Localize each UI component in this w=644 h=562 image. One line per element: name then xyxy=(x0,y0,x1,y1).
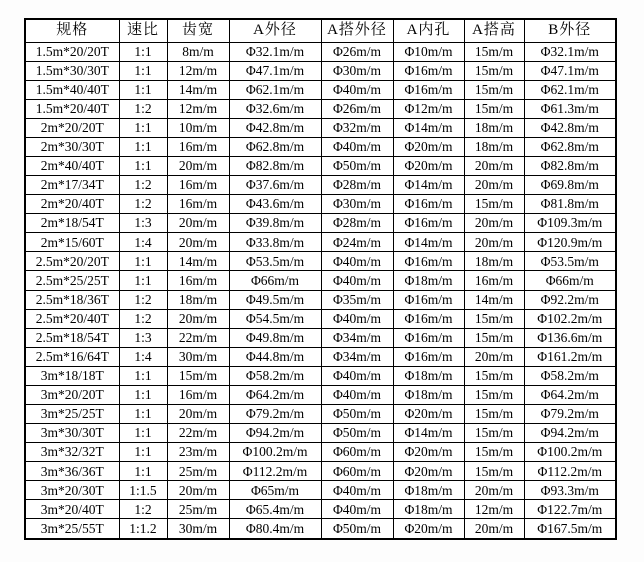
table-cell: Φ79.2m/m xyxy=(229,404,321,423)
table-cell: 22m/m xyxy=(167,424,229,443)
table-row xyxy=(25,385,616,404)
table-cell: Φ49.5m/m xyxy=(229,290,321,309)
table-cell: Φ62.8m/m xyxy=(524,137,616,156)
table-cell: Φ12m/m xyxy=(393,99,464,118)
table-cell: Φ60m/m xyxy=(321,443,393,462)
table-cell: Φ61.3m/m xyxy=(524,99,616,118)
column-header-spec: 规格 xyxy=(25,19,119,42)
table-cell: 2m*18/54T xyxy=(25,214,119,233)
table-cell: Φ14m/m xyxy=(393,424,464,443)
table-cell: Φ16m/m xyxy=(393,80,464,99)
table-cell: Φ94.2m/m xyxy=(524,424,616,443)
table-cell: 18m/m xyxy=(464,137,524,156)
table-cell: 20m/m xyxy=(464,233,524,252)
table-cell: Φ18m/m xyxy=(393,271,464,290)
table-cell: 1:2 xyxy=(119,99,167,118)
table-cell: 3m*25/55T xyxy=(25,519,119,539)
gear-spec-table xyxy=(24,18,617,540)
table-cell: 15m/m xyxy=(464,309,524,328)
table-cell: Φ42.8m/m xyxy=(229,118,321,137)
table-cell: Φ14m/m xyxy=(393,233,464,252)
table-row xyxy=(25,195,616,214)
column-header-ratio: 速比 xyxy=(119,19,167,42)
table-row xyxy=(25,118,616,137)
table-cell: Φ122.7m/m xyxy=(524,500,616,519)
table-cell: 15m/m xyxy=(464,328,524,347)
table-cell: Φ62.1m/m xyxy=(524,80,616,99)
column-header-a-bore: A内孔 xyxy=(393,19,464,42)
table-cell: 15m/m xyxy=(464,366,524,385)
table-cell: Φ39.8m/m xyxy=(229,214,321,233)
table-cell: Φ79.2m/m xyxy=(524,404,616,423)
table-cell: 18m/m xyxy=(464,252,524,271)
table-cell: 15m/m xyxy=(464,195,524,214)
table-cell: 16m/m xyxy=(167,195,229,214)
table-cell: Φ18m/m xyxy=(393,500,464,519)
table-cell: 16m/m xyxy=(167,176,229,195)
table-cell: Φ82.8m/m xyxy=(524,156,616,175)
table-cell: 30m/m xyxy=(167,519,229,539)
table-cell: 1.5m*20/20T xyxy=(25,42,119,61)
table-cell: 2m*20/40T xyxy=(25,195,119,214)
table-cell: 20m/m xyxy=(464,156,524,175)
table-cell: Φ66m/m xyxy=(524,271,616,290)
table-cell: 15m/m xyxy=(464,424,524,443)
table-cell: Φ109.3m/m xyxy=(524,214,616,233)
table-cell: 20m/m xyxy=(464,214,524,233)
table-row xyxy=(25,137,616,156)
table-cell: Φ10m/m xyxy=(393,42,464,61)
table-row xyxy=(25,366,616,385)
table-cell: Φ33.8m/m xyxy=(229,233,321,252)
table-cell: 20m/m xyxy=(464,176,524,195)
table-cell: 2m*20/20T xyxy=(25,118,119,137)
table-cell: 15m/m xyxy=(464,443,524,462)
table-row xyxy=(25,519,616,539)
table-cell: Φ20m/m xyxy=(393,443,464,462)
table-cell: Φ50m/m xyxy=(321,404,393,423)
table-cell: 3m*20/20T xyxy=(25,385,119,404)
table-cell: Φ14m/m xyxy=(393,176,464,195)
table-cell: 2.5m*18/36T xyxy=(25,290,119,309)
table-cell: 1:1.2 xyxy=(119,519,167,539)
table-row xyxy=(25,290,616,309)
table-cell: Φ40m/m xyxy=(321,385,393,404)
table-row xyxy=(25,42,616,61)
table-cell: Φ80.4m/m xyxy=(229,519,321,539)
table-cell: Φ64.2m/m xyxy=(524,385,616,404)
table-cell: 20m/m xyxy=(167,233,229,252)
table-cell: Φ40m/m xyxy=(321,481,393,500)
table-cell: 1:3 xyxy=(119,328,167,347)
table-cell: 2m*17/34T xyxy=(25,176,119,195)
table-cell: 15m/m xyxy=(464,42,524,61)
table-cell: 2.5m*20/20T xyxy=(25,252,119,271)
table-row xyxy=(25,80,616,99)
table-cell: 1:1 xyxy=(119,462,167,481)
table-cell: 1:1 xyxy=(119,118,167,137)
table-cell: Φ40m/m xyxy=(321,366,393,385)
table-cell: 1:2 xyxy=(119,195,167,214)
table-cell: Φ136.6m/m xyxy=(524,328,616,347)
table-cell: Φ120.9m/m xyxy=(524,233,616,252)
table-cell: Φ161.2m/m xyxy=(524,347,616,366)
table-cell: 1:4 xyxy=(119,233,167,252)
table-cell: Φ24m/m xyxy=(321,233,393,252)
table-cell: 30m/m xyxy=(167,347,229,366)
table-cell: 15m/m xyxy=(464,99,524,118)
table-cell: 1.5m*30/30T xyxy=(25,61,119,80)
table-cell: Φ44.8m/m xyxy=(229,347,321,366)
table-cell: 2.5m*18/54T xyxy=(25,328,119,347)
table-cell: Φ16m/m xyxy=(393,252,464,271)
table-cell: Φ35m/m xyxy=(321,290,393,309)
table-cell: Φ47.1m/m xyxy=(229,61,321,80)
table-cell: 16m/m xyxy=(167,385,229,404)
table-cell: 15m/m xyxy=(167,366,229,385)
table-cell: Φ58.2m/m xyxy=(229,366,321,385)
table-cell: 1:1 xyxy=(119,271,167,290)
table-cell: Φ16m/m xyxy=(393,309,464,328)
table-cell: 1:3 xyxy=(119,214,167,233)
table-cell: 20m/m xyxy=(167,156,229,175)
column-header-a-outer-diameter: A外径 xyxy=(229,19,321,42)
table-cell: Φ40m/m xyxy=(321,309,393,328)
table-cell: 20m/m xyxy=(464,347,524,366)
table-cell: 15m/m xyxy=(464,404,524,423)
table-cell: Φ18m/m xyxy=(393,481,464,500)
table-cell: 2.5m*20/40T xyxy=(25,309,119,328)
table-cell: Φ64.2m/m xyxy=(229,385,321,404)
table-row xyxy=(25,156,616,175)
table-cell: 12m/m xyxy=(464,500,524,519)
table-cell: Φ62.8m/m xyxy=(229,137,321,156)
table-row xyxy=(25,347,616,366)
table-body xyxy=(25,42,616,539)
table-cell: Φ112.2m/m xyxy=(524,462,616,481)
table-cell: Φ100.2m/m xyxy=(229,443,321,462)
table-cell: 20m/m xyxy=(167,309,229,328)
table-cell: Φ167.5m/m xyxy=(524,519,616,539)
table-cell: Φ26m/m xyxy=(321,42,393,61)
table-cell: 16m/m xyxy=(464,271,524,290)
table-cell: 15m/m xyxy=(464,80,524,99)
table-cell: 1:1 xyxy=(119,404,167,423)
table-cell: Φ81.8m/m xyxy=(524,195,616,214)
table-cell: 3m*20/30T xyxy=(25,481,119,500)
table-cell: Φ54.5m/m xyxy=(229,309,321,328)
table-cell: Φ69.8m/m xyxy=(524,176,616,195)
column-header-face-width: 齿宽 xyxy=(167,19,229,42)
table-cell: 3m*25/25T xyxy=(25,404,119,423)
table-cell: 1:1 xyxy=(119,61,167,80)
table-cell: Φ94.2m/m xyxy=(229,424,321,443)
table-cell: 3m*32/32T xyxy=(25,443,119,462)
table-cell: 1.5m*40/40T xyxy=(25,80,119,99)
table-cell: Φ92.2m/m xyxy=(524,290,616,309)
table-cell: Φ30m/m xyxy=(321,195,393,214)
table-cell: Φ93.3m/m xyxy=(524,481,616,500)
table-cell: Φ50m/m xyxy=(321,424,393,443)
header-row xyxy=(25,19,616,42)
table-cell: 25m/m xyxy=(167,462,229,481)
table-cell: 20m/m xyxy=(167,404,229,423)
table-cell: Φ18m/m xyxy=(393,366,464,385)
table-cell: Φ16m/m xyxy=(393,347,464,366)
table-cell: Φ16m/m xyxy=(393,61,464,80)
table-cell: Φ66m/m xyxy=(229,271,321,290)
table-cell: 1:2 xyxy=(119,290,167,309)
table-cell: Φ16m/m xyxy=(393,328,464,347)
table-cell: 2m*15/60T xyxy=(25,233,119,252)
table-cell: Φ50m/m xyxy=(321,156,393,175)
table-cell: Φ40m/m xyxy=(321,271,393,290)
table-cell: 18m/m xyxy=(167,290,229,309)
table-cell: Φ53.5m/m xyxy=(524,252,616,271)
table-cell: 25m/m xyxy=(167,500,229,519)
table-cell: Φ62.1m/m xyxy=(229,80,321,99)
table-cell: 1:2 xyxy=(119,500,167,519)
table-row xyxy=(25,462,616,481)
table-row xyxy=(25,404,616,423)
table-row xyxy=(25,176,616,195)
table-cell: Φ60m/m xyxy=(321,462,393,481)
table-cell: Φ34m/m xyxy=(321,328,393,347)
table-cell: 14m/m xyxy=(464,290,524,309)
table-cell: Φ20m/m xyxy=(393,462,464,481)
table-cell: 1:1.5 xyxy=(119,481,167,500)
table-cell: 1:2 xyxy=(119,176,167,195)
table-cell: 1:1 xyxy=(119,366,167,385)
table-row xyxy=(25,61,616,80)
table-cell: Φ32.1m/m xyxy=(524,42,616,61)
table-cell: 15m/m xyxy=(464,385,524,404)
table-cell: 3m*20/40T xyxy=(25,500,119,519)
table-cell: 1:1 xyxy=(119,443,167,462)
table-cell: 23m/m xyxy=(167,443,229,462)
table-cell: 3m*36/36T xyxy=(25,462,119,481)
table-cell: Φ14m/m xyxy=(393,118,464,137)
table-cell: 2m*40/40T xyxy=(25,156,119,175)
table-cell: Φ32.6m/m xyxy=(229,99,321,118)
table-row xyxy=(25,252,616,271)
table-cell: Φ43.6m/m xyxy=(229,195,321,214)
table-cell: Φ47.1m/m xyxy=(524,61,616,80)
table-cell: Φ42.8m/m xyxy=(524,118,616,137)
table-cell: 2m*30/30T xyxy=(25,137,119,156)
table-cell: 20m/m xyxy=(167,481,229,500)
column-header-a-hub-outer-diameter: A搭外径 xyxy=(321,19,393,42)
table-cell: Φ32m/m xyxy=(321,118,393,137)
table-row xyxy=(25,500,616,519)
table-cell: Φ49.8m/m xyxy=(229,328,321,347)
table-cell: Φ102.2m/m xyxy=(524,309,616,328)
table-cell: 3m*18/18T xyxy=(25,366,119,385)
table-cell: Φ65m/m xyxy=(229,481,321,500)
table-cell: 1.5m*20/40T xyxy=(25,99,119,118)
table-row xyxy=(25,309,616,328)
table-cell: 16m/m xyxy=(167,271,229,290)
table-row xyxy=(25,233,616,252)
table-cell: 1:1 xyxy=(119,424,167,443)
table-cell: Φ65.4m/m xyxy=(229,500,321,519)
table-cell: 1:1 xyxy=(119,252,167,271)
table-row xyxy=(25,271,616,290)
table-cell: 16m/m xyxy=(167,137,229,156)
table-cell: Φ28m/m xyxy=(321,176,393,195)
table-cell: Φ58.2m/m xyxy=(524,366,616,385)
table-cell: Φ26m/m xyxy=(321,99,393,118)
table-cell: 15m/m xyxy=(464,61,524,80)
column-header-b-outer-diameter: B外径 xyxy=(524,19,616,42)
table-cell: 3m*30/30T xyxy=(25,424,119,443)
table-cell: 15m/m xyxy=(464,462,524,481)
table-cell: Φ20m/m xyxy=(393,404,464,423)
table-cell: 20m/m xyxy=(464,519,524,539)
table-cell: Φ16m/m xyxy=(393,195,464,214)
column-header-a-hub-height: A搭高 xyxy=(464,19,524,42)
table-cell: Φ20m/m xyxy=(393,156,464,175)
table-cell: Φ40m/m xyxy=(321,500,393,519)
table-cell: 2.5m*16/64T xyxy=(25,347,119,366)
table-cell: 1:1 xyxy=(119,137,167,156)
table-cell: Φ16m/m xyxy=(393,290,464,309)
table-cell: 1:1 xyxy=(119,42,167,61)
table-cell: Φ20m/m xyxy=(393,137,464,156)
table-row xyxy=(25,424,616,443)
table-cell: 18m/m xyxy=(464,118,524,137)
table-cell: Φ112.2m/m xyxy=(229,462,321,481)
table-cell: 12m/m xyxy=(167,99,229,118)
table-cell: Φ28m/m xyxy=(321,214,393,233)
table-cell: Φ32.1m/m xyxy=(229,42,321,61)
table-cell: 12m/m xyxy=(167,61,229,80)
table-cell: Φ18m/m xyxy=(393,385,464,404)
table-cell: Φ40m/m xyxy=(321,137,393,156)
table-cell: 20m/m xyxy=(464,481,524,500)
table-cell: 20m/m xyxy=(167,214,229,233)
table-cell: 1:1 xyxy=(119,80,167,99)
table-cell: 22m/m xyxy=(167,328,229,347)
table-cell: 14m/m xyxy=(167,252,229,271)
table-cell: Φ20m/m xyxy=(393,519,464,539)
table-cell: 2.5m*25/25T xyxy=(25,271,119,290)
table-cell: 1:1 xyxy=(119,156,167,175)
table-cell: Φ82.8m/m xyxy=(229,156,321,175)
table-cell: 8m/m xyxy=(167,42,229,61)
table-cell: Φ40m/m xyxy=(321,80,393,99)
table-cell: 10m/m xyxy=(167,118,229,137)
table-row xyxy=(25,99,616,118)
table-cell: Φ50m/m xyxy=(321,519,393,539)
table-cell: 1:1 xyxy=(119,385,167,404)
table-cell: Φ30m/m xyxy=(321,61,393,80)
table-row xyxy=(25,481,616,500)
table-cell: 14m/m xyxy=(167,80,229,99)
table-row xyxy=(25,214,616,233)
table-cell: Φ40m/m xyxy=(321,252,393,271)
table-cell: Φ34m/m xyxy=(321,347,393,366)
table-cell: Φ53.5m/m xyxy=(229,252,321,271)
table-cell: 1:2 xyxy=(119,309,167,328)
table-cell: Φ37.6m/m xyxy=(229,176,321,195)
table-row xyxy=(25,328,616,347)
table-cell: Φ100.2m/m xyxy=(524,443,616,462)
table-cell: Φ16m/m xyxy=(393,214,464,233)
table-cell: 1:4 xyxy=(119,347,167,366)
table-row xyxy=(25,443,616,462)
